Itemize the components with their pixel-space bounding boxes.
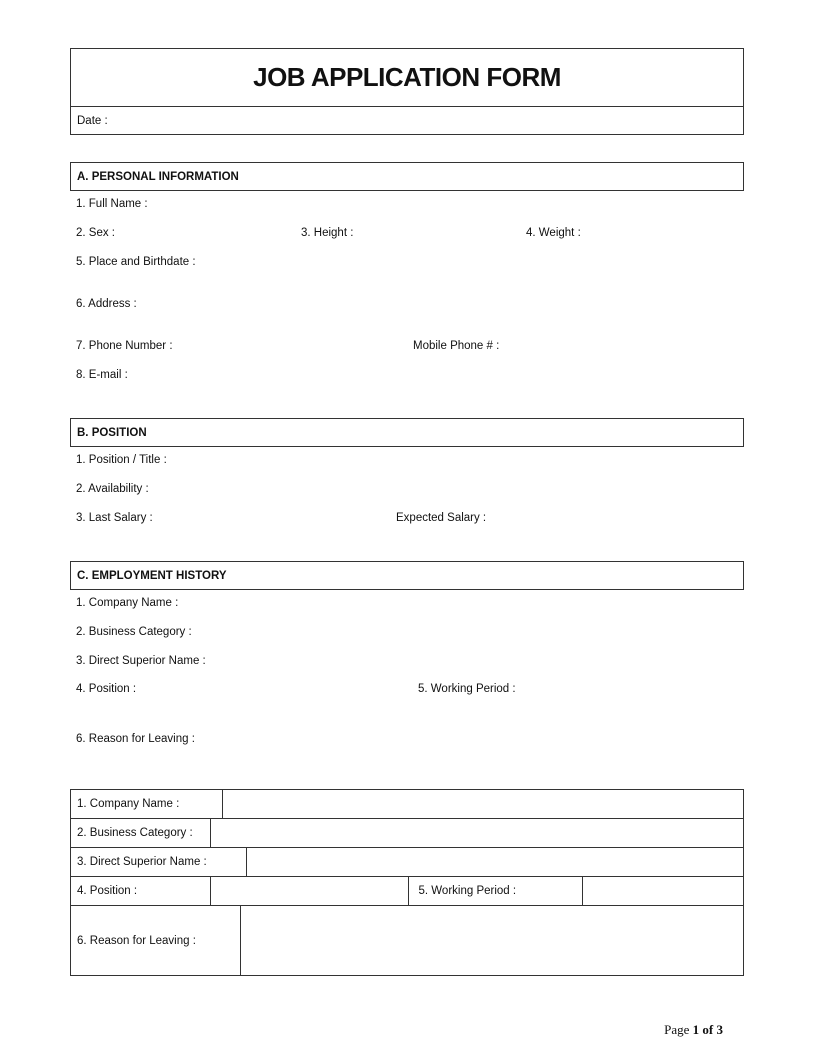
superior-input-cell[interactable]: [246, 848, 743, 876]
working-period-label: 5. Working Period :: [418, 683, 516, 695]
table-row: [71, 848, 744, 877]
expected-salary-label: Expected Salary :: [396, 512, 487, 524]
current-page: 1: [692, 1022, 700, 1037]
company-label: 1. Company Name :: [76, 597, 179, 609]
section-employment-heading: C. EMPLOYMENT HISTORY: [70, 561, 744, 590]
table-row: [71, 790, 744, 819]
weight-label: 4. Weight :: [526, 227, 581, 239]
email-label: 8. E-mail :: [76, 369, 128, 381]
table-row: [71, 819, 744, 848]
last-salary-label: 3. Last Salary :: [76, 512, 153, 524]
table-row: [71, 877, 744, 906]
table-period-label: 5. Working Period :: [408, 877, 582, 905]
table-category-label: 2. Business Category :: [71, 819, 210, 847]
table-superior-label: 3. Direct Superior Name :: [71, 848, 246, 876]
page-counter: [664, 1022, 723, 1038]
mobile-label: Mobile Phone # :: [413, 340, 500, 352]
table-company-label: 1. Company Name :: [71, 790, 222, 818]
sex-label: 2. Sex :: [76, 227, 115, 239]
table-row: [71, 906, 744, 976]
birth-label: 5. Place and Birthdate :: [76, 256, 196, 268]
employment-history-table: [70, 789, 744, 976]
category-input-cell[interactable]: [210, 819, 743, 847]
full-name-label: 1. Full Name :: [76, 198, 148, 210]
employment-position-label: 4. Position :: [76, 683, 137, 695]
position-title-label: 1. Position / Title :: [76, 454, 167, 466]
title-box: [70, 48, 744, 135]
date-field[interactable]: [71, 107, 743, 135]
section-position-heading: B. POSITION: [70, 418, 744, 447]
company-input-cell[interactable]: [222, 790, 743, 818]
superior-label: 3. Direct Superior Name :: [76, 655, 206, 667]
reason-input-cell[interactable]: [240, 906, 743, 975]
availability-label: 2. Availability :: [76, 483, 149, 495]
height-label: 3. Height :: [301, 227, 354, 239]
form-title: JOB APPLICATION FORM: [71, 49, 743, 107]
total-pages: 3: [716, 1022, 723, 1037]
date-label: Date :: [77, 115, 108, 127]
of-word: of: [702, 1022, 714, 1037]
period-input-cell[interactable]: [582, 877, 743, 905]
table-position-label: 4. Position :: [71, 877, 210, 905]
address-label: 6. Address :: [76, 298, 137, 310]
page-word: Page: [664, 1022, 690, 1037]
category-label: 2. Business Category :: [76, 626, 192, 638]
table-reason-label: 6. Reason for Leaving :: [71, 906, 240, 975]
position-input-cell[interactable]: [210, 877, 408, 905]
phone-label: 7. Phone Number :: [76, 340, 173, 352]
section-personal-heading: A. PERSONAL INFORMATION: [70, 162, 744, 191]
reason-label: 6. Reason for Leaving :: [76, 733, 195, 745]
